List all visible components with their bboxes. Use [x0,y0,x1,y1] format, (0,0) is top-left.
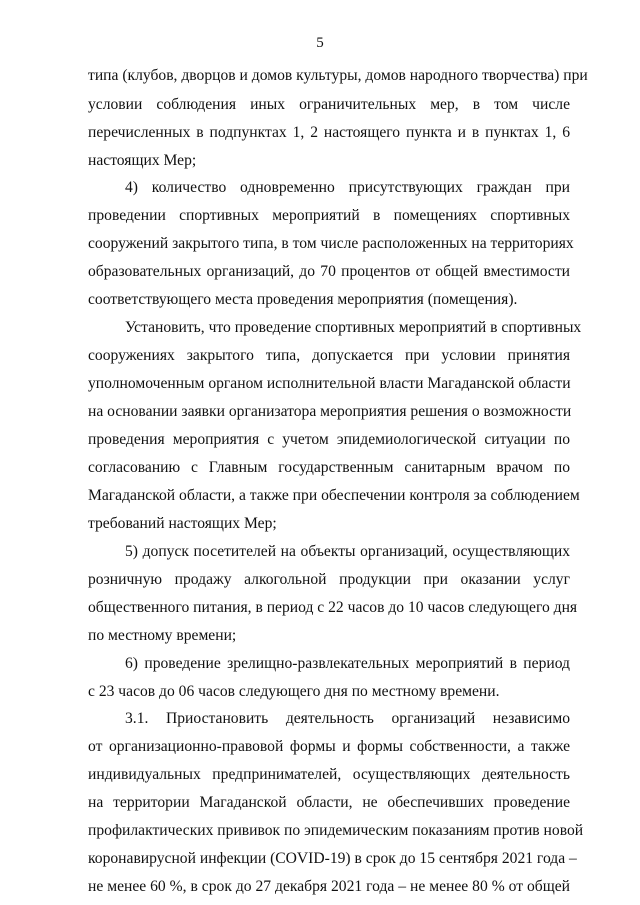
text-line: соответствующего места проведения мероприятия (помещения). [88,291,518,308]
text-line: типа (клубов, дворцов и домов культуры, домов народного творчества) при [88,67,588,84]
text-line: условии соблюдения иных ограничительных мер, в том числе [88,96,570,113]
text-line: индивидуальных предпринимателей, осуществляющих деятельность [88,766,570,783]
text-line: Магаданской области, а также при обеспечении контроля за соблюдением [88,487,580,504]
text-line: сооружений закрытого типа, в том числе расположенных на территориях [88,235,574,252]
text-line: уполномоченным органом исполнительной власти Магаданской области [88,375,571,392]
text-line: проведении спортивных мероприятий в помещениях спортивных [88,207,570,224]
text-line: образовательных организаций, до 70 процентов от общей вместимости [88,263,570,280]
text-line: перечисленных в подпунктах 1, 2 настоящего пункта и в пунктах 1, 6 [88,124,570,141]
text-line: с 23 часов до 06 часов следующего дня по местному времени. [88,683,500,700]
text-line: профилактических прививок по эпидемическим показаниям против новой [88,822,584,839]
text-line: розничную продажу алкогольной продукции при оказании услуг [88,571,570,588]
paragraph-first-line: 6) проведение зрелищно-развлекательных мероприятий в период [125,655,570,672]
text-line: требований настоящих Мер; [88,515,277,532]
text-line: сооружениях закрытого типа, допускается при условии принятия [88,347,570,364]
page-number: 5 [316,35,324,51]
text-line: на основании заявки организатора мероприятия решения о возможности [88,403,572,420]
text-line: коронавирусной инфекции (COVID-19) в срок до 15 сентября 2021 года – [88,850,577,867]
paragraph-first-line: 5) допуск посетителей на объекты организаций, осуществляющих [125,543,570,560]
paragraph-first-line: 4) количество одновременно присутствующих граждан при [125,179,570,196]
text-line: не менее 60 %, в срок до 27 декабря 2021 года – не менее 80 % от общей [88,878,570,895]
text-line: от организационно-правовой формы и формы собственности, а также [88,738,570,755]
text-line: проведения мероприятия с учетом эпидемиологической ситуации по [88,431,570,448]
text-line: настоящих Мер; [88,152,197,169]
text-line: на территории Магаданской области, не обеспечивших проведение [88,794,570,811]
text-line: по местному времени; [88,627,237,644]
paragraph-first-line: 3.1. Приостановить деятельность организаций независимо [125,710,570,727]
paragraph-first-line: Установить, что проведение спортивных мероприятий в спортивных [125,319,582,336]
text-line: согласованию с Главным государственным санитарным врачом по [88,459,570,476]
text-line: общественного питания, в период с 22 часов до 10 часов следующего дня [88,599,578,616]
